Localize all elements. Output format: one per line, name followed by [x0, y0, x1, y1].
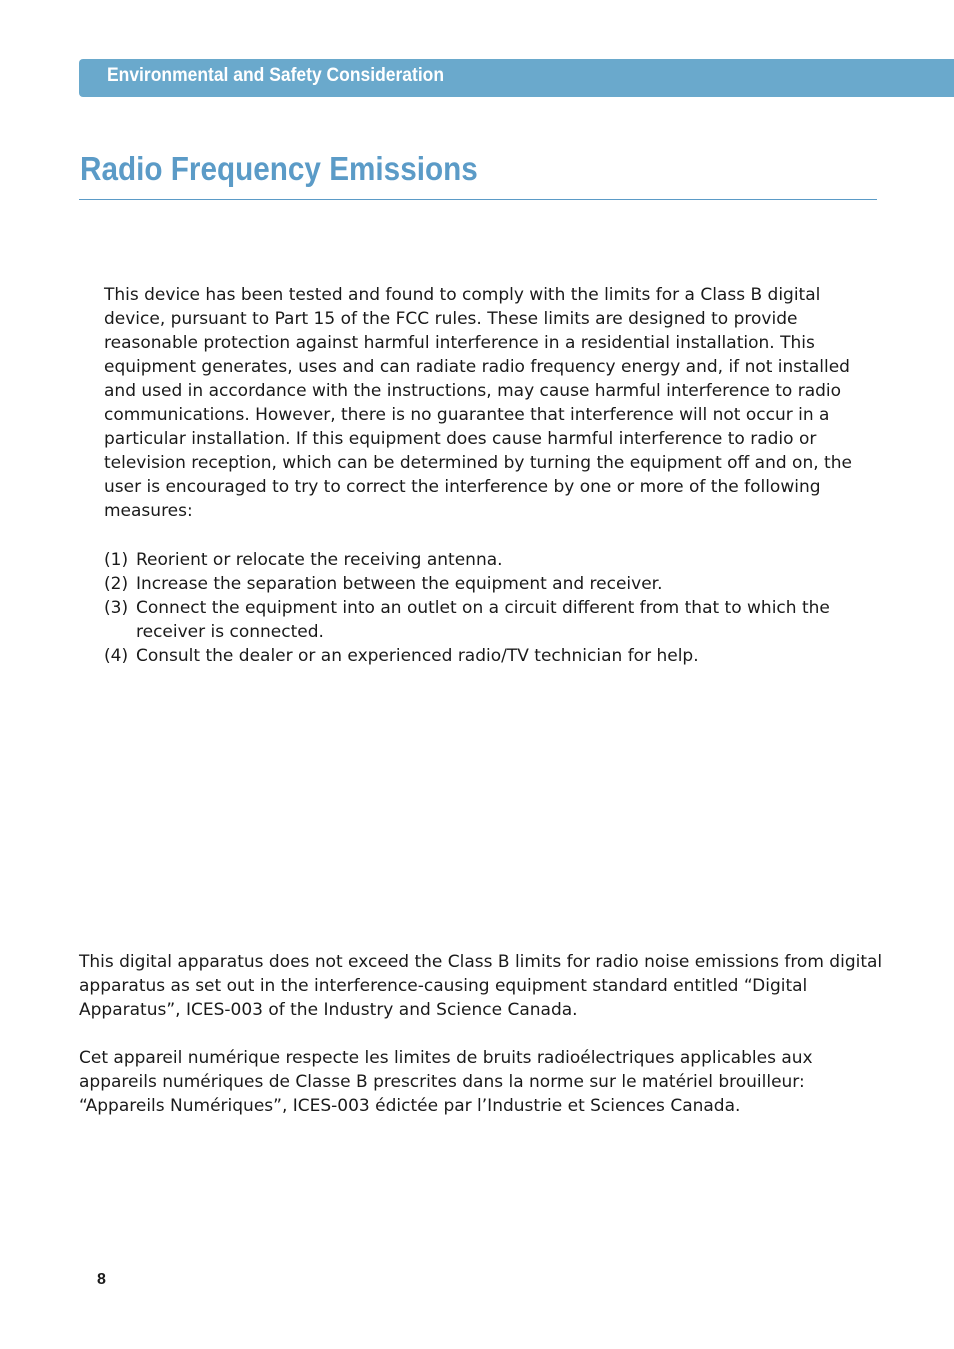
- canada-statement: [79, 950, 884, 1142]
- section-header-title: Environmental and Safety Consideration: [107, 65, 445, 86]
- canada-french-paragraph: Cet appareil numérique respecte les limites de bruits radioélectriques applicables aux appareils numériques de Classe B prescrites dans la norme sur le matériel brouilleur: “Appareils Numériques”, ICES-003 édictée par l’Industrie et Sciences Canada.: [79, 1048, 813, 1116]
- page-title: Radio Frequency Emissions: [80, 150, 478, 187]
- fcc-paragraph: This device has been tested and found to comply with the limits for a Class B digital device, pursuant to Part 15 of the FCC rules. These limits are designed to provide reasonable protection against harmful interference in a residential installation. This equipment generates, uses and can radiate radio frequency energy and, if not installed and used in accordance with the instructions, may cause harmful interference to radio communications. However, there is no guarantee that interference will not occur in a particular installation. If this equipment does cause harmful interference to radio or television reception, which can be determined by turning the equipment off and on, the user is encouraged to try to correct the interference by one or more of the following measures:: [104, 285, 852, 521]
- fcc-statement: [104, 283, 884, 668]
- list-item: [104, 596, 884, 644]
- title-divider: [79, 199, 877, 200]
- list-item: [104, 644, 884, 668]
- list-item-text: Increase the separation between the equipment and receiver.: [136, 574, 663, 594]
- list-item-text: Connect the equipment into an outlet on a circuit different from that to which the receiver is connected.: [136, 598, 830, 642]
- measures-list: [104, 548, 884, 668]
- canada-english-paragraph: This digital apparatus does not exceed the Class B limits for radio noise emissions from digital apparatus as set out in the interference-causing equipment standard entitled “Digital Apparatus”, ICES-003 of the Industry and Science Canada.: [79, 952, 883, 1020]
- list-item: [104, 572, 884, 596]
- list-item-number: (2): [104, 574, 129, 594]
- list-item-number: (1): [104, 550, 129, 570]
- list-item-number: (3): [104, 598, 129, 618]
- section-header-bar: [79, 59, 954, 97]
- list-item-text: Consult the dealer or an experienced radio/TV technician for help.: [136, 646, 699, 666]
- list-item: [104, 548, 884, 572]
- list-item-text: Reorient or relocate the receiving antenna.: [136, 550, 503, 570]
- page-number: 8: [97, 1271, 106, 1288]
- list-item-number: (4): [104, 646, 129, 666]
